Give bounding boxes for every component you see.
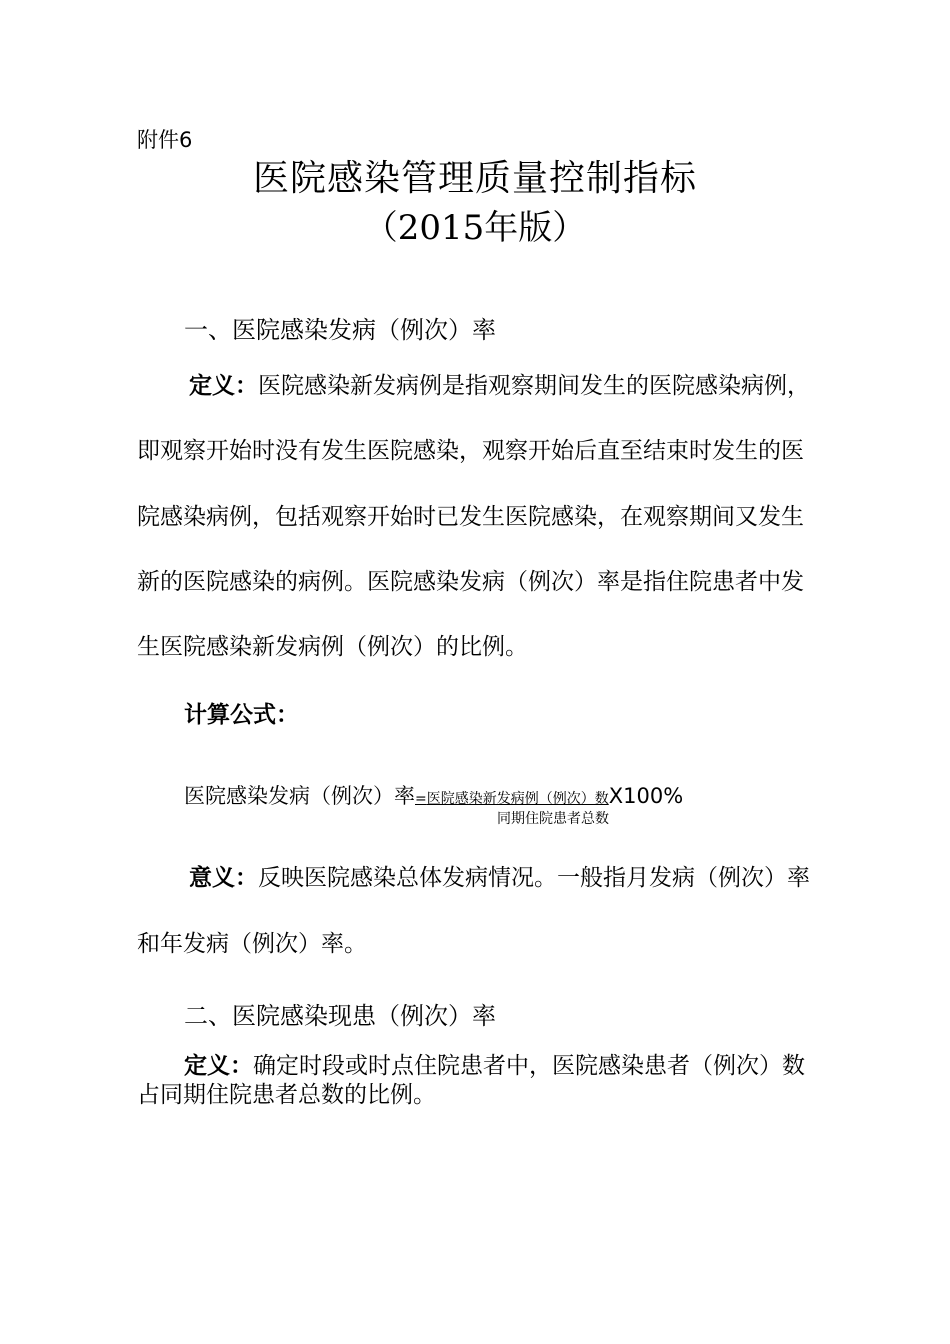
section1-definition-line-4: 新的医院感染的病例。医院感染发病（例次）率是指住院患者中发 — [137, 569, 804, 595]
formula-lhs: 医院感染发病（例次）率 — [184, 784, 415, 808]
formula-equals: = — [415, 791, 427, 807]
formula-multiplier: X100% — [608, 784, 684, 808]
section1-definition-line-3: 院感染病例，包括观察开始时已发生医院感染，在观察期间又发生 — [137, 504, 804, 530]
section2-definition-line-2: 占同期住院患者总数的比例。 — [137, 1082, 436, 1108]
formula-numerator: 医院感染新发病例（例次）数 — [426, 791, 609, 807]
section1-meaning-line-2: 和年发病（例次）率。 — [137, 931, 367, 957]
document-title: 医院感染管理质量控制指标 — [252, 158, 697, 199]
section2-heading: 二、医院感染现患（例次）率 — [184, 1002, 496, 1030]
formula-label: 计算公式： — [184, 702, 299, 728]
section1-meaning-line-1: 意义：反映医院感染总体发病情况。一般指月发病（例次）率 — [189, 865, 810, 891]
formula-line — [184, 780, 683, 810]
formula-denominator: 同期住院患者总数 — [497, 811, 609, 827]
section1-definition-line-1: 定义：医院感染新发病例是指观察期间发生的医院感染病例， — [189, 373, 810, 399]
attachment-label: 附件6 — [137, 128, 193, 152]
section1-heading: 一、医院感染发病（例次）率 — [184, 316, 496, 344]
section2-definition-line-1: 定义：确定时段或时点住院患者中，医院感染患者（例次）数 — [184, 1053, 805, 1079]
definition-label: 定义： — [189, 373, 258, 399]
section1-definition-line-5: 生医院感染新发病例（例次）的比例。 — [137, 634, 528, 660]
document-edition: （2015年版） — [363, 208, 587, 248]
section1-definition-line-2: 即观察开始时没有发生医院感染，观察开始后直至结束时发生的医 — [137, 438, 804, 464]
meaning-label: 意义： — [189, 865, 258, 891]
definition-label: 定义： — [184, 1053, 253, 1079]
